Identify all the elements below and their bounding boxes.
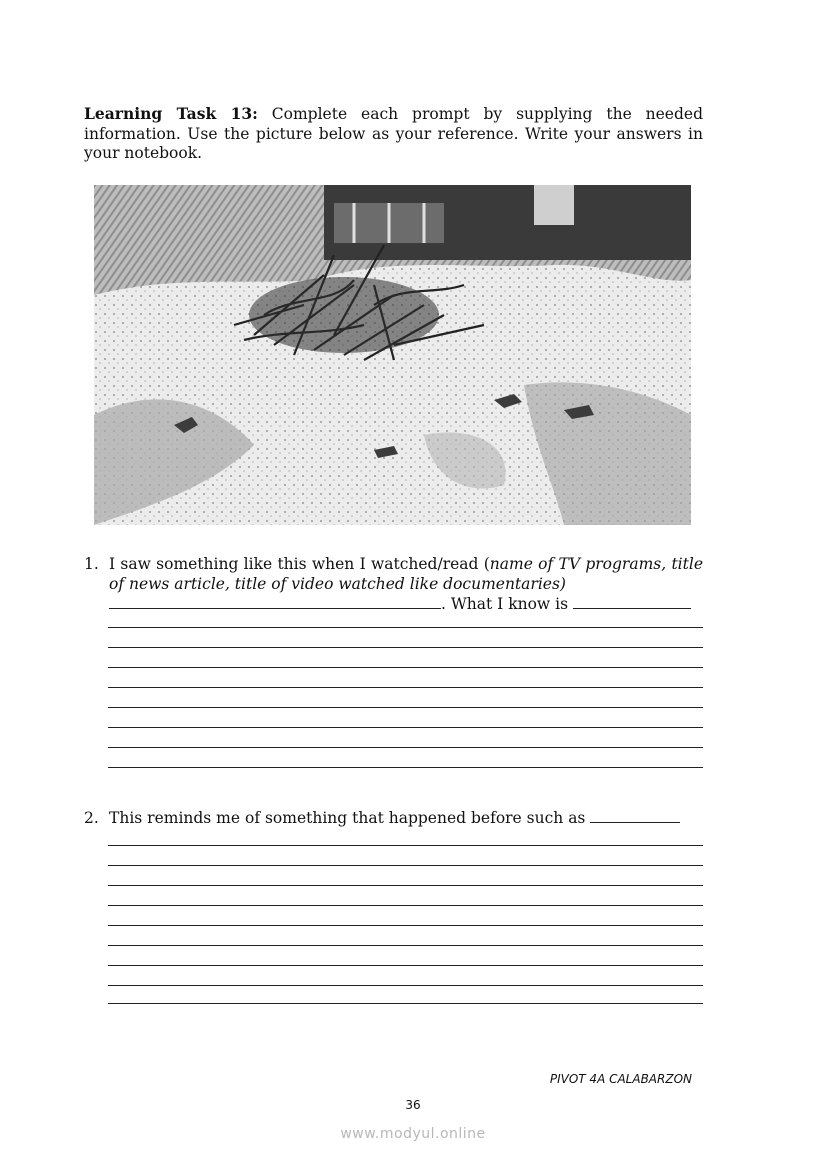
task-text: Complete each prompt by supplying the needed information. Use the picture below as your reference. Write your answers in your notebook.	[84, 105, 704, 162]
question-text-continued: . What I know is	[441, 595, 569, 613]
question-text: This reminds me of something that happened before such as	[109, 809, 586, 827]
photo-background-door	[534, 185, 574, 225]
task-label: Learning Task 13:	[84, 104, 258, 123]
question-hint: name of TV programs, title of news article, title of video watched like documentaries)	[109, 555, 703, 593]
answer-line[interactable]	[108, 905, 703, 906]
question-prompt	[109, 808, 703, 828]
answer-line[interactable]	[108, 925, 703, 926]
answer-line[interactable]	[108, 1003, 703, 1004]
answer-line[interactable]	[108, 667, 703, 668]
photo-shrub-foliage	[249, 277, 439, 353]
answer-line[interactable]	[108, 985, 703, 986]
answer-blank[interactable]	[590, 808, 680, 823]
answer-line[interactable]	[108, 727, 703, 728]
answer-line[interactable]	[108, 647, 703, 648]
answer-line[interactable]	[108, 885, 703, 886]
answer-line[interactable]	[108, 965, 703, 966]
reference-photo	[94, 185, 691, 525]
question-1	[84, 554, 703, 614]
answer-line[interactable]	[108, 845, 703, 846]
question-2	[84, 808, 703, 828]
answer-line[interactable]	[108, 767, 703, 768]
question-prompt	[109, 554, 703, 614]
answer-blank[interactable]	[109, 594, 441, 609]
page-number: 36	[405, 1098, 421, 1112]
task-instructions	[84, 104, 703, 164]
answer-line[interactable]	[108, 707, 703, 708]
answer-line[interactable]	[108, 687, 703, 688]
question-number: 1.	[84, 555, 99, 573]
answer-line[interactable]	[108, 627, 703, 628]
question-number: 2.	[84, 809, 99, 827]
question-text: I saw something like this when I watched/read (	[109, 555, 490, 573]
answer-line[interactable]	[108, 865, 703, 866]
watermark: www.modyul.online	[340, 1126, 486, 1142]
footer-source: PIVOT 4A CALABARZON	[549, 1072, 692, 1086]
answer-blank[interactable]	[573, 594, 691, 609]
answer-line[interactable]	[108, 945, 703, 946]
answer-line[interactable]	[108, 747, 703, 748]
